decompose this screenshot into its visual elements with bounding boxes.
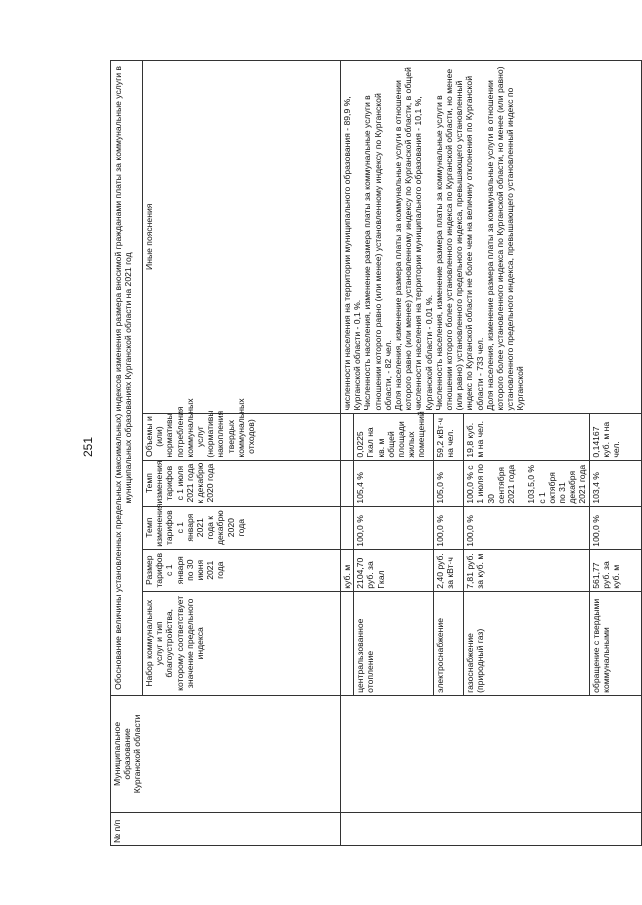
tariff-index-table — [110, 60, 642, 846]
cell-service — [341, 591, 354, 695]
col-main-header: Обоснование величины установленных предельных (максимальных) индексов изменения размера вносимой гражданами платы за коммунальные услуги в муниципальных образованиях Курганской области на 2021 год — [111, 61, 143, 696]
header-row-main — [111, 61, 143, 846]
cell-rate-jan: 100,0 % — [589, 506, 641, 549]
cell-tariff: 2,40 руб. за кВт·ч — [434, 549, 464, 591]
municipality-value: Курганской области — [132, 714, 143, 794]
cell-tariff: 7,81 руб. за куб. м — [464, 549, 589, 591]
cell-rate-jan: 100,0 % — [354, 506, 434, 549]
cell-rate-jan — [341, 506, 354, 549]
page-number: 251 — [81, 436, 95, 457]
cell-service: центральзованное отопление — [354, 591, 434, 695]
cell-rate-jul: 100,0 % с 1 июля по 30 сентября 2021 года 103,5,0 % с 1 октября по 31 декабря 2021 года — [464, 460, 589, 506]
cell-service: обращение с твердыми коммунальными — [589, 591, 641, 695]
cell-volume: 59,2 кВт·ч на чел. — [434, 413, 464, 460]
rotated-table-region — [110, 60, 622, 846]
cell-notes: численности населения на территории муниципального образования - 89,9 %, Курганской области - 0,1 %. Численность населения, изменение размера платы за коммунальные услуги в отношении которого равно (или менее) установленному индексу по Курганской области, - 82 чел. Доля населения, изменение размера платы за коммунальные услуги в отношении которого равно (или менее) установленному индексу по Курганской области, в общей численности населения на территории муниципального образования - 10,1 %, Курганской области - 0,01 %. Численность населения, изменение размера платы за коммунальные услуги в отношении которого более установленного индекса по Курганской области, но менее (или равно) установленного предельного индекса, превышающего установленный индекс по Курганской области не более чем на величину отклонения по Курганской области - 733 чел. Доля населения, изменение размера платы за коммунальные услуги в отношении которого более установленного индекса по Курганской области, но менее (или равно) установленного предельного индекса, превышающего установленный индекс по Курганской — [341, 61, 642, 414]
cell-volume: 0,0225 Гкал на кв. м общей площади жилых помещений — [354, 413, 434, 460]
col-num-header: № п/п — [111, 812, 341, 845]
cell-rate-jan: 100,0 % — [464, 506, 589, 549]
cell-volume: 19,8 куб. м на чел. — [464, 413, 589, 460]
cell-tariff: 2104,70 руб. за Гкал — [354, 549, 434, 591]
subheader-volume: Объемы и (или) нормативы потребления коммунальных услуг (нормативы накопления твердых коммунальных отходов) — [143, 413, 341, 460]
table-container — [110, 60, 622, 846]
subheader-rate-jul: Темп изменения тарифов с 1 июля 2021 года к декабрю 2020 года — [143, 460, 341, 506]
col-municipality-header: Муниципальное образование Курганской области — [111, 695, 341, 812]
cell-tariff: 561,77 руб. за куб. м — [589, 549, 641, 591]
subheader-tariff: Размер тарифов с 1 января по 30 июня 2021 года — [143, 549, 341, 591]
cell-municipality — [341, 695, 642, 812]
cell-rate-jul: 105,0 % — [434, 460, 464, 506]
subheader-notes: Иные пояснения — [143, 61, 341, 414]
subheader-service: Набор коммунальных услуг и тип благоустройства, которому соответствует значение предельного индекса — [143, 591, 341, 695]
cell-service: электроснабжение — [434, 591, 464, 695]
cell-num — [341, 812, 642, 845]
cell-rate-jul — [341, 460, 354, 506]
table-row — [341, 61, 354, 846]
cell-rate-jul: 105,4 % — [354, 460, 434, 506]
cell-rate-jan: 100,0 % — [434, 506, 464, 549]
cell-service: газоснабжение (природный газ) — [464, 591, 589, 695]
subheader-rate-jan: Темп изменения тарифов с 1 января 2021 года к декабрю 2020 года — [143, 506, 341, 549]
cell-volume — [341, 413, 354, 460]
cell-tariff: куб. м — [341, 549, 354, 591]
cell-rate-jul: 103,4 % — [589, 460, 641, 506]
cell-volume: 0,14167 куб. м на чел. — [589, 413, 641, 460]
